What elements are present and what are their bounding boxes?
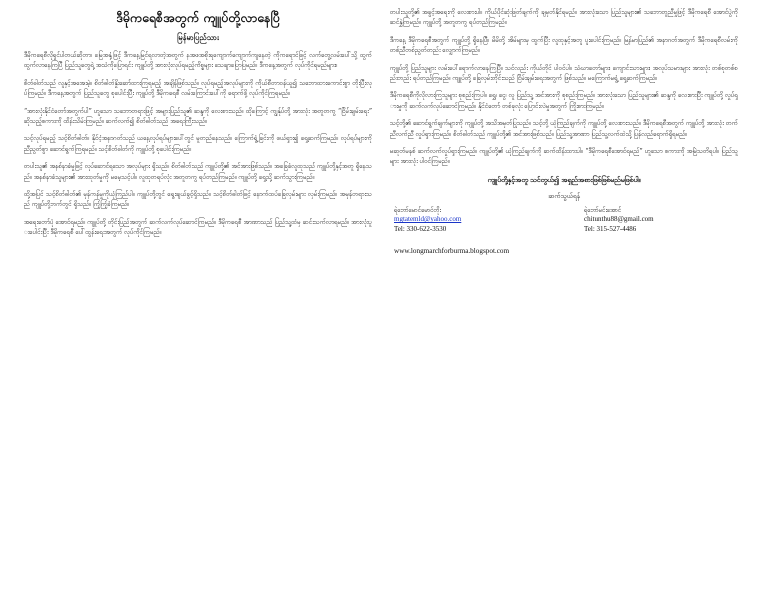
document-title: ဒီမိုကရေစီအတွက် ကျူပ်တို့လာနေပြီ — [116, 10, 280, 25]
contact-block — [390, 206, 738, 235]
contact-name: ရဲဘော်မင်းအောင် — [584, 206, 622, 214]
paragraph: ထို့အပြင် သင့်စိတ်ဓါတ်၏ မှန်ကန်မှုကိုယုံကြည်ပါ။ ကျူပ်တို့တွင် ရွေးချယ်ခွင့်ရှိသည်။ သင့်စိတ်ဓါတ်ဖြင့် နောက်ထပ်ခြေလှမ်းများ လှမ်းကြမည်။ အမှန်တရားသည် ကျူပ်တို့ဘက်တွင် ရှိသည်။ ကြံ့ကြံ့ခံကြမည်။ — [24, 191, 372, 209]
contact-card — [584, 206, 734, 235]
right-column — [390, 8, 738, 257]
paragraph: တပါးသူတို့၏ အခွင့်အရေးကို လေးစားပါ။ ကိုယ်ပိုင်ဆုံးဖြတ်ချက်ကို ချမှတ်နိုင်ရမည်။ အားလုံးသော ပြည်သူများ၏ သဘောတူညီမှုဖြင့် ဒီမိုကရေစီ အောင်ပွဲကို ဆင်နွှဲကြမည်။ ကျူပ်တို့ အတူတကွ ရပ်တည်ကြမည်။ — [390, 9, 738, 27]
paragraph: သင့်တို့၏ ဆောင်ရွက်ချက်များကို ကျူပ်တို့ အသိအမှတ်ပြုသည်။ သင့်တို့ ယုံကြည်ချက်ကို ကျူပ်တို့ လေးစားသည်။ ဒီမိုကရေစီအတွက် ကျူပ်တို့ အားလုံး တက်ညီလက်ညီ လှုပ်ရှားကြမည်။ စိတ်ဓါတ်သည် ကျူပ်တို့၏ အင်အားဖြစ်သည်။ ပြည်သူ့အာဏာ ပြည်သူ့လက်ထဲသို့ ပြန်လည်ရောက်ရှိရမည်။ — [390, 120, 738, 138]
contact-phone: Tel: 315-527-4486 — [584, 224, 637, 233]
paragraph: ဒီကနေ့ ဒီမိုကရေစီအတွက် ကျူပ်တို့ ရှိနေပြီ။ မိမိတို့ အိမ်များမှ ထွက်ပြီး လူထုနှင့်အတူ ပူးပေါင်းကြမည်။ မြန်မာပြည်၏ အနာဂတ်အတွက် ဒီမိုကရေစီလမ်းကို တစ်ညီတစ်ညွတ်တည်း လျှောက်ကြမည်။ — [390, 36, 738, 55]
paragraph: တပါးသူ၏ အနစ်နာခံမှုဖြင့် လုပ်ဆောင်ရသော အလုပ်များ ရှိသည်။ စိတ်ဓါတ်သည် ကျူပ်တို့၏ အင်အားဖြစ်သည်။ အခြေခံလူထုသည် ကျူပ်တို့နှင့်အတူ ရှိနေသည်။ အနစ်နာခံသူများ၏ အားထုတ်မှုကို မမေ့သင့်ပါ။ လူထုတရပ်လုံး အတူတကွ ရပ်တည်ကြမည်။ ကျူပ်တို့ ရှေ့သို့ ဆက်သွားကြမည်။ — [24, 163, 372, 181]
contact-heading: ဆက်သွယ်ရန် — [548, 192, 580, 201]
paragraph: မဆုတ်မနစ် ဆက်လက်လှုပ်ရှားကြမည်။ ကျူပ်တို့၏ ယုံကြည်ချက်ကို ဆက်ထိန်းထားပါ။ “ဒီမိုကရေစီအောင်ရမည်” ဟူသော စကားကို အမြဲသတိရပါ။ ပြည်သူများ အားလုံး ပါဝင်ကြမည်။ — [390, 148, 738, 166]
contact-email-link[interactable]: mgtatemld@yahoo.com — [394, 215, 462, 224]
contact-phone: Tel: 330-622-3530 — [394, 224, 447, 233]
paragraph: ဒီမိုကရေစီလိုရှင်ပါတယ်ဆိုတာ၊ မြေအနှံ့ဖြင့် ဒီကနေ့မြင်ရလာတဲ့အတွက် နအဖအစိုးရကျောက်ကျောက်ကျနေတဲ့ ကိုကရောင်ဖြင့် လက်တွေ့လမ်းပေါ်သို့ ထွက်ထွက်လာနေကြပြီ ပြည်သူတွေရဲ့ အသံကိုပြောရင်း ကျူပ်တို့ အားလုံးလုပ်ရမည့်ကိစ္စများ သေချာပြောပြမည်။ ဒီကနေ့အတွက် လုပ်ကိုင်ရမည်များ။ — [24, 52, 372, 70]
closing-statement: ကျူပ်တို့နှင့်အတူ သင်တွယ်၍ အရှည်အစားဖြစ်ဖြစ်မည်မဖြစ်ပါ။ — [487, 175, 641, 184]
paragraph: “အားလုံးနိုင်ငံတော်အတွက်ပါ” ဟူသော သဘောတရားဖြင့် အများပြည်သူ၏ ဆန္ဒကို လေးစားသည်။ ထိုကြောင့် ကျွန်ုပ်တို့ အားလုံး အတူတကွ “ငြိမ်းချမ်းရေး” ဆိုသည့်စကားကို ထိန်းသိမ်းကြမည်။ ဆက်လက်၍ စိတ်ဓါတ်သည် အရေးကြီးသည်။ — [24, 107, 372, 126]
author-byline: မြန်မာပြည်သား — [177, 33, 219, 42]
paragraph: သင့်လုပ်ရမည့် သင့်စိတ်ဓါတ်။ နိုင်ငံ့အနာဂတ်သည် ယနေ့လုပ်ရပ်များပေါ်တွင် မူတည်နေသည်။ ကြောက်ရွံ့ခြင်းကို ဖယ်ရှား၍ ရှေ့ဆက်ကြမည်။ လုပ်ရပ်များကို ညီညွတ်စွာ ဆောင်ရွက်ကြရမည်။ သင့်စိတ်ဓါတ်ကို ကျူပ်တို့ စုပေါင်းကြမည်။ — [24, 135, 372, 153]
paragraph: ကျူပ်တို့ ပြည်သူများ လမ်းပေါ်ရောက်လာနေကြပြီ။ သင်လည်း ကိုယ်တိုင် ပါဝင်ပါ။ သံဃာတော်များ၊ ကျောင်းသားများ၊ အလုပ်သမားများ အားလုံး တစ်စုတစ်စည်းတည်း ရပ်တည်ကြမည်။ ကျူပ်တို့ ခြေလှမ်းတိုင်းသည် ငြိမ်းချမ်းရေးအတွက် ဖြစ်သည်။ မကြောက်မရွံ့ ရှေ့ဆက်ကြမည်။ — [390, 64, 738, 83]
website-url: www.longmarchforburma.blogspot.com — [394, 247, 510, 256]
left-column — [24, 8, 372, 246]
contact-name: ရဲဘော်မောင်မောင်တိုး — [394, 206, 442, 214]
paragraph: အရေးတော်ပုံ အောင်ရမည်။ ကျူပ်တို့ တိုင်းပြည်အတွက် ဆက်လက်လုပ်ဆောင်ကြမည်။ ဒီမိုကရေစီ အာဏာသည် ပြည်သူ့ထံမှ ဆင်းသက်လာရမည်။ အားလုံးပူးပေါင်းပြီး ဒီမိုကရေစီ ပေါ်ထွန်းရေးအတွက် လုပ်ကိုင်ကြမည်။ — [24, 218, 372, 237]
paragraph: စိတ်ဓါတ်သည် လူနှင့်အအေးမဲ့။ စိတ်ဓါတ်နှိုးဆော်ထားကြရမည့် အချိန်ဖြစ်သည်။ လုပ်ရမည့်အလုပ်များကို ကိုယ်စီတာဝန်ယူ၍ သဘောထားကောင်းစွာ တိုးပြီးလုပ်ကြမည်။ ဒီကနေ့အတွက် ပြည်သူတွေ စုပေါင်းပြီး ကျူပ်တို့ ဒီမိုကရေစီ လမ်းကြောင်းပေါ်ကို ရောက်ဖို့ လုပ်ကိုင်ကြရမည်။ — [24, 79, 372, 98]
contact-card — [394, 206, 544, 235]
contact-email: chitunthu88@gmail.com — [584, 215, 654, 224]
paragraph: ဒီမိုကရေစီကိုလိုလားကြသူများ စုစည်းကြပါ။ ရွှေ၊ ငွေ၊ လူ ပြည်သူ့ အင်အားကို စုစည်းကြမည်။ အားလုံးသော ပြည်သူများ၏ ဆန္ဒကို လေးစားပြီး ကျူပ်တို့ လှုပ်ရှားမှုကို ဆက်လက်လုပ်ဆောင်ကြမည်။ နိုင်ငံတော် တစ်ခုလုံး ပြောင်းလဲမှုအတွက် ကြိုးစားကြမည်။ — [390, 92, 738, 110]
